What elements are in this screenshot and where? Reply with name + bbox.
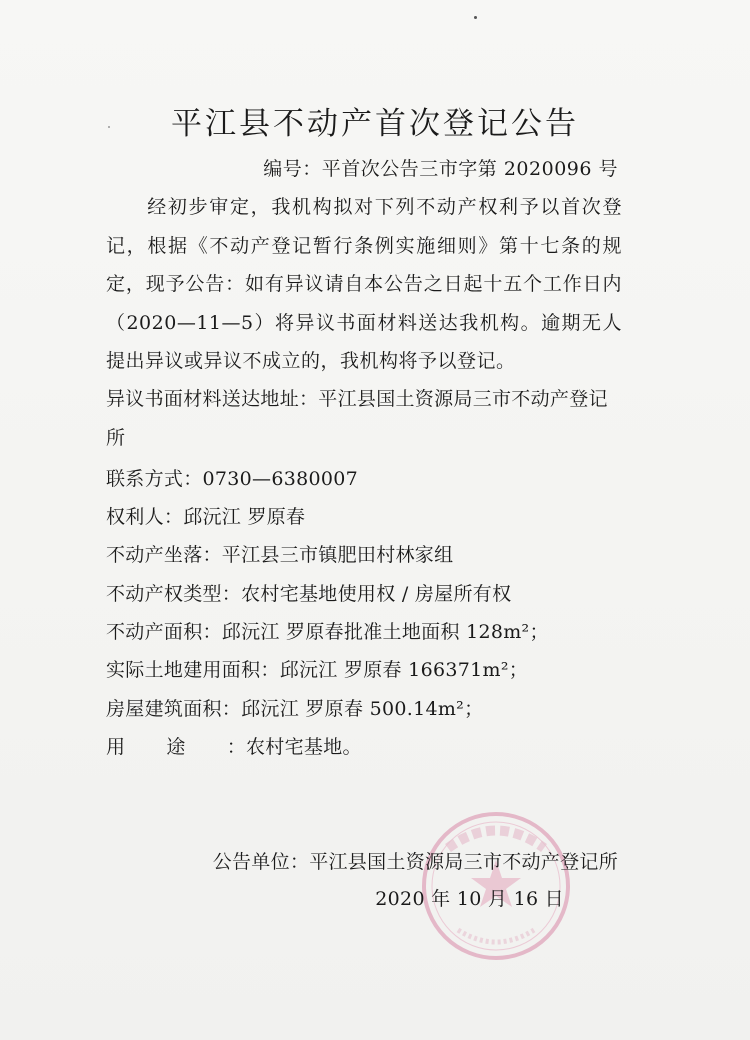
actual-land-area: 实际土地建用面积：邱沅江 罗原春 166371m²； <box>106 659 529 681</box>
property-location: 不动产坐落：平江县三市镇肥田村林家组 <box>106 544 454 566</box>
document-title: 平江县不动产首次登记公告 <box>171 106 579 142</box>
right-type: 不动产权类型：农村宅基地使用权 / 房屋所有权 <box>106 583 512 605</box>
building-area: 房屋建筑面积：邱沅江 罗原春 500.14m²； <box>106 698 484 720</box>
usage-label: 用途： <box>106 736 246 758</box>
obligee: 权利人：邱沅江 罗原春 <box>106 506 306 528</box>
announcement-body-text: 经初步审定，我机构拟对下列不动产权利予以首次登记，根据《不动产登记暂行条例实施细则》第十七条的规定，现予公告：如有异议请自本公告之日起十五个工作日内（2020—11—5）将异议书面材料送达我机构。逾期无人提出异议或异议不成立的，我机构将予以登记。 <box>106 196 622 372</box>
announcing-unit: 公告单位：平江县国土资源局三市不动产登记所 <box>212 851 618 873</box>
contact-info: 联系方式：0730—6380007 <box>106 468 359 490</box>
usage-value: 农村宅基地。 <box>246 736 362 758</box>
speck <box>474 16 477 19</box>
seal-code-mark <box>458 930 534 942</box>
announcement-date: 2020 年 10 月 16 日 <box>375 888 564 910</box>
seal-arc-text-mark <box>448 831 544 849</box>
objection-address: 异议书面材料送达地址：平江县国土资源局三市不动产登记所 <box>106 388 608 449</box>
announcement-body <box>106 188 622 381</box>
property-area: 不动产面积：邱沅江 罗原春批准土地面积 128m²； <box>106 621 549 643</box>
usage <box>106 732 362 759</box>
document-number: 编号：平首次公告三市字第 2020096 号 <box>263 158 618 180</box>
